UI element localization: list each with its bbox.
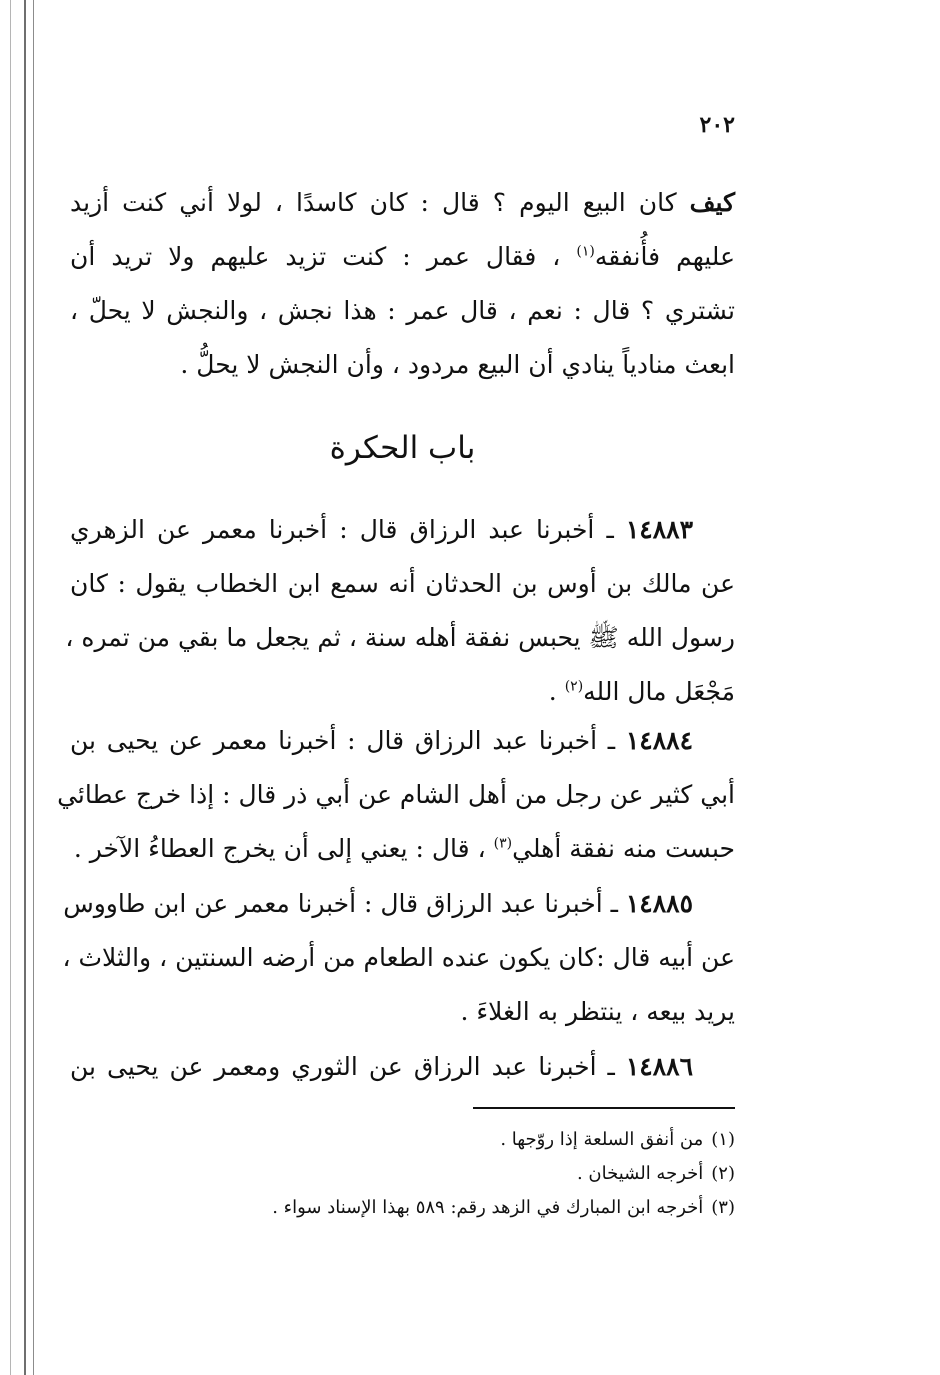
footnote-item [70, 1157, 735, 1191]
hadith-line [70, 1040, 735, 1094]
intro-line-text: عليهم فأُنفقه [594, 242, 735, 271]
footnotes [70, 1123, 735, 1225]
hadith-line [70, 985, 735, 1039]
hadith-line [57, 768, 735, 822]
hadith-line-text: . [548, 677, 565, 706]
hadith-line [70, 665, 735, 719]
footnote-item [70, 1191, 735, 1225]
intro-line-text: كان البيع اليوم ؟ قال : كان كاسدًا ، لولا أني كنت أزيد [70, 188, 690, 217]
footnote-text: من أنفق السلعة إذا روّجها . [500, 1129, 704, 1150]
intro-line [70, 230, 735, 284]
hadith-line [63, 877, 735, 931]
intro-line [70, 284, 735, 338]
hadith-number: ١٤٨٨٣ [625, 515, 693, 544]
hadith-paragraph [65, 503, 735, 719]
footnote-number: (١) [711, 1129, 735, 1150]
hadith-line [62, 931, 735, 985]
hadith-line-text: ـ أخبرنا عبد الرزاق قال : أخبرنا معمر عن الزهري [70, 515, 626, 544]
hadith-number: ١٤٨٨٦ [625, 1052, 693, 1081]
footnote-text: أخرجه ابن المبارك في الزهد رقم: ٥٨٩ بهذا الإسناد سواء . [272, 1197, 704, 1218]
hadith-line-text: أبي كثير عن رجل من أهل الشام عن أبي ذر قال : إذا خرج عطائي [57, 780, 735, 809]
hadith-line-text: ـ أخبرنا عبد الرزاق قال : أخبرنا معمر عن ابن طاووس [63, 889, 626, 918]
hadith-line [70, 714, 735, 768]
hadith-line-text: ـ أخبرنا عبد الرزاق قال : أخبرنا معمر عن يحيى بن [70, 726, 626, 755]
page-number: ٢٠٢ [699, 112, 735, 138]
footnote-item [70, 1123, 735, 1157]
footnote-text: أخرجه الشيخان . [576, 1163, 704, 1184]
intro-line-text: ، فقال عمر : كنت تزيد عليهم ولا تريد أن [70, 242, 577, 271]
intro-line [70, 338, 735, 392]
intro-paragraph [70, 176, 735, 392]
hadith-paragraph [57, 714, 735, 876]
intro-line-text: تشتري ؟ قال : نعم ، قال عمر : هذا نجش ، والنجش لا يحلّ ، [70, 296, 735, 325]
footnote-number: (٢) [711, 1163, 735, 1184]
hadith-line-text: مَجْعَل مال الله [583, 677, 735, 706]
footnote-number: (٣) [711, 1197, 735, 1218]
hadith-line [70, 557, 735, 611]
hadith-paragraph [62, 877, 735, 1039]
hadith-line [70, 822, 735, 876]
intro-lead-word: كيف [689, 188, 735, 217]
scan-edge-line [10, 0, 11, 1375]
hadith-line-text: حبست منه نفقة أهلي [512, 834, 735, 863]
intro-line [70, 176, 735, 230]
intro-line-text: ابعث منادياً ينادي أن البيع مردود ، وأن النجش لا يحلُّ . [180, 350, 735, 379]
hadith-line-text: رسول الله ﷺ يحبس نفقة أهله سنة ، ثم يجعل ما بقي من تمره ، [65, 623, 735, 652]
hadith-line [65, 611, 735, 665]
footnote-marker: (٣) [493, 835, 513, 852]
footnote-marker: (١) [576, 243, 595, 260]
hadith-line-text: يريد بيعه ، ينتظر به الغلاءَ . [460, 997, 735, 1026]
hadith-line-text: ـ أخبرنا عبد الرزاق عن الثوري ومعمر عن يحيى بن [70, 1052, 626, 1081]
hadith-line-text: عن مالك بن أوس بن الحدثان أنه سمع ابن الخطاب يقول : كان [70, 569, 735, 598]
hadith-number: ١٤٨٨٤ [625, 726, 693, 755]
scan-edge-line [24, 0, 26, 1375]
hadith-line-text: ، قال : يعني إلى أن يخرج العطاءُ الآخر . [73, 834, 494, 863]
hadith-number: ١٤٨٨٥ [625, 889, 693, 918]
hadith-line-text: عن أبيه قال :كان يكون عنده الطعام من أرضه السنتين ، والثلاث ، [62, 943, 735, 972]
hadith-paragraph [70, 1040, 735, 1094]
hadith-line [70, 503, 735, 557]
chapter-title: باب الحكرة [329, 430, 476, 466]
scan-edge-line [33, 0, 34, 1375]
footnote-divider [473, 1107, 735, 1109]
footnote-marker: (٢) [564, 678, 584, 695]
